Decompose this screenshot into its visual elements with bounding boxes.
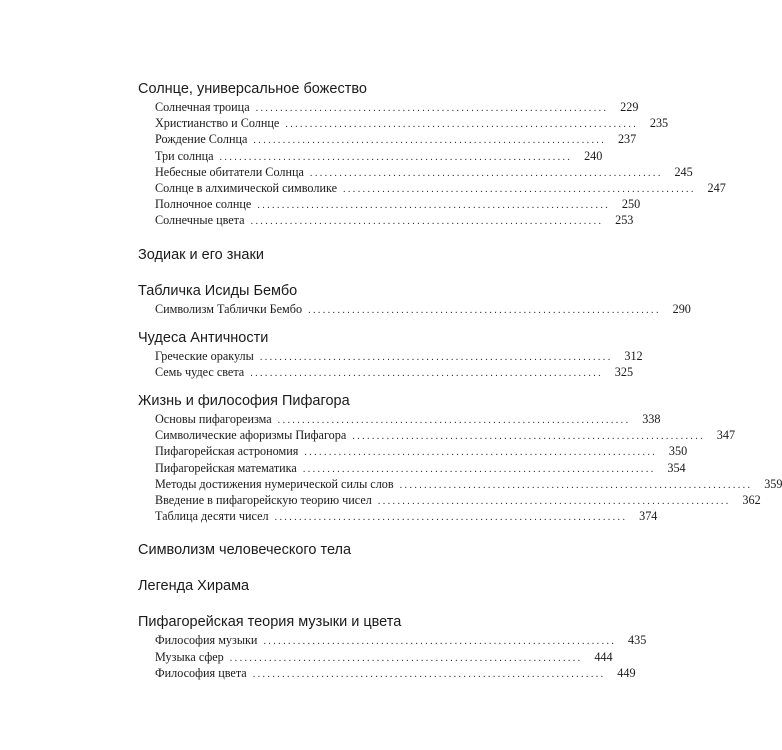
dot-leader: ........................................................................ (263, 636, 617, 648)
dot-leader: ........................................................................ (219, 151, 573, 163)
page-number: 444 (594, 649, 613, 664)
toc-entry[interactable] (155, 196, 641, 212)
page-number: 435 (628, 633, 647, 648)
dot-leader: ........................................................................ (255, 103, 609, 114)
toc-entry[interactable] (155, 443, 688, 459)
toc-entry[interactable] (155, 131, 637, 147)
entry-label: Философия цвета (155, 665, 247, 680)
chapter-title: Табличка Исиды Бембо (138, 282, 298, 299)
toc-entry[interactable] (155, 411, 661, 427)
entry-label: Греческие оракулы (155, 348, 254, 363)
spacer (138, 524, 486, 541)
entry-list (138, 348, 643, 380)
entry-label: Символические афоризмы Пифагора (155, 428, 347, 443)
page-number: 247 (707, 180, 726, 195)
dot-leader: ........................................................................ (352, 431, 706, 443)
page-number: 229 (620, 100, 639, 114)
toc-entry[interactable] (155, 665, 636, 681)
page-number: 449 (617, 665, 636, 680)
toc-entry[interactable] (155, 212, 634, 228)
toc-entry[interactable] (155, 364, 634, 380)
dot-leader: ........................................................................ (274, 512, 628, 524)
dot-leader: ........................................................................ (259, 351, 613, 363)
toc-entry[interactable] (155, 508, 658, 524)
table-of-contents (138, 80, 782, 681)
toc-entry[interactable] (155, 632, 647, 648)
chapter-title: Символизм человеческого тела (138, 542, 352, 559)
dot-leader: ........................................................................ (304, 447, 658, 459)
toc-entry[interactable] (155, 180, 726, 196)
chapter-title: Зодиак и его знаки (138, 246, 264, 263)
dot-leader: ........................................................................ (229, 652, 583, 664)
toc-entry[interactable] (155, 148, 603, 164)
entry-label: Философия музыки (155, 633, 258, 648)
chapter (138, 541, 486, 560)
entry-label: Методы достижения нумерической силы слов (155, 476, 394, 491)
page-number: 354 (667, 460, 686, 475)
page-number: 240 (584, 148, 603, 163)
dot-leader: ........................................................................ (277, 415, 631, 427)
entry-label: Основы пифагореизма (155, 412, 272, 427)
toc-entry[interactable] (155, 649, 613, 665)
entry-label: Символизм Таблички Бембо (155, 301, 303, 316)
chapter-title: Чудеса Античности (138, 329, 269, 346)
toc-entry[interactable] (155, 301, 691, 317)
entry-label: Введение в пифагорейскую теорию чисел (155, 493, 372, 507)
chapter (138, 577, 486, 596)
entry-label: Рождение Солнца (155, 132, 248, 147)
toc-entry[interactable] (155, 99, 639, 115)
chapter-title: Жизнь и философия Пифагора (138, 393, 350, 410)
dot-leader: ........................................................................ (309, 167, 663, 179)
chapter-title: Легенда Хирама (138, 578, 250, 595)
chapter (138, 80, 726, 229)
entry-label: Музыка сфер (155, 649, 224, 664)
page-number: 338 (642, 412, 661, 427)
chapter (138, 392, 782, 524)
dot-leader: ........................................................................ (250, 367, 604, 379)
page-number: 362 (742, 493, 761, 507)
entry-list (138, 411, 782, 524)
dot-leader: ........................................................................ (250, 216, 604, 228)
entry-label: Солнце в алхимической символике (155, 180, 337, 195)
toc-entry[interactable] (155, 348, 643, 364)
toc-entry[interactable] (155, 115, 669, 131)
toc-entry[interactable] (155, 492, 761, 508)
entry-label: Семь чудес света (155, 364, 245, 379)
entry-label: Три солнца (155, 148, 214, 163)
chapter-title: Солнце, универсальное божество (138, 81, 367, 97)
page-number: 235 (649, 116, 669, 131)
page-number: 250 (621, 197, 641, 212)
page-number: 312 (624, 348, 643, 363)
entry-label: Пифагорейская астрономия (155, 444, 299, 459)
page-number: 347 (716, 428, 736, 443)
page-number: 253 (615, 213, 634, 228)
entry-label: Христианство и Солнце (155, 116, 280, 131)
chapter (138, 282, 691, 317)
spacer (138, 596, 486, 613)
entry-label: Таблица десяти чисел (155, 509, 269, 524)
entry-list (138, 632, 647, 681)
chapter (138, 246, 486, 265)
page-number: 350 (668, 444, 688, 459)
entry-list (138, 99, 726, 229)
page-number: 245 (674, 164, 693, 179)
spacer (138, 229, 486, 246)
dot-leader: ........................................................................ (252, 668, 606, 680)
dot-leader: ........................................................................ (308, 304, 661, 316)
spacer (138, 560, 486, 577)
page-number: 325 (614, 364, 634, 379)
dot-leader: ........................................................................ (285, 119, 639, 131)
chapter-title: Пифагорейская теория музыки и цвета (138, 614, 402, 631)
page-number: 359 (764, 476, 782, 491)
page-number: 237 (617, 132, 637, 147)
dot-leader: ........................................................................ (257, 200, 611, 212)
entry-label: Пифагорейская математика (155, 460, 297, 475)
dot-leader: ........................................................................ (399, 479, 753, 491)
entry-label: Полночное солнце (155, 197, 252, 212)
entry-label: Небесные обитатели Солнца (155, 164, 304, 179)
toc-entry[interactable] (155, 460, 686, 476)
spacer (138, 265, 486, 282)
page-number: 290 (672, 301, 691, 316)
dot-leader: ........................................................................ (343, 183, 696, 195)
toc-entry[interactable] (155, 427, 736, 443)
page-number: 374 (639, 509, 658, 524)
entry-list (138, 301, 691, 317)
chapter (138, 329, 643, 380)
dot-leader: ........................................................................ (377, 496, 731, 507)
dot-leader: ........................................................................ (302, 463, 656, 475)
entry-label: Солнечные цвета (155, 213, 245, 228)
toc-entry[interactable] (155, 164, 693, 180)
dot-leader: ........................................................................ (253, 135, 607, 147)
entry-label: Солнечная троица (155, 100, 250, 114)
chapter (138, 613, 647, 681)
toc-entry[interactable] (155, 476, 782, 492)
